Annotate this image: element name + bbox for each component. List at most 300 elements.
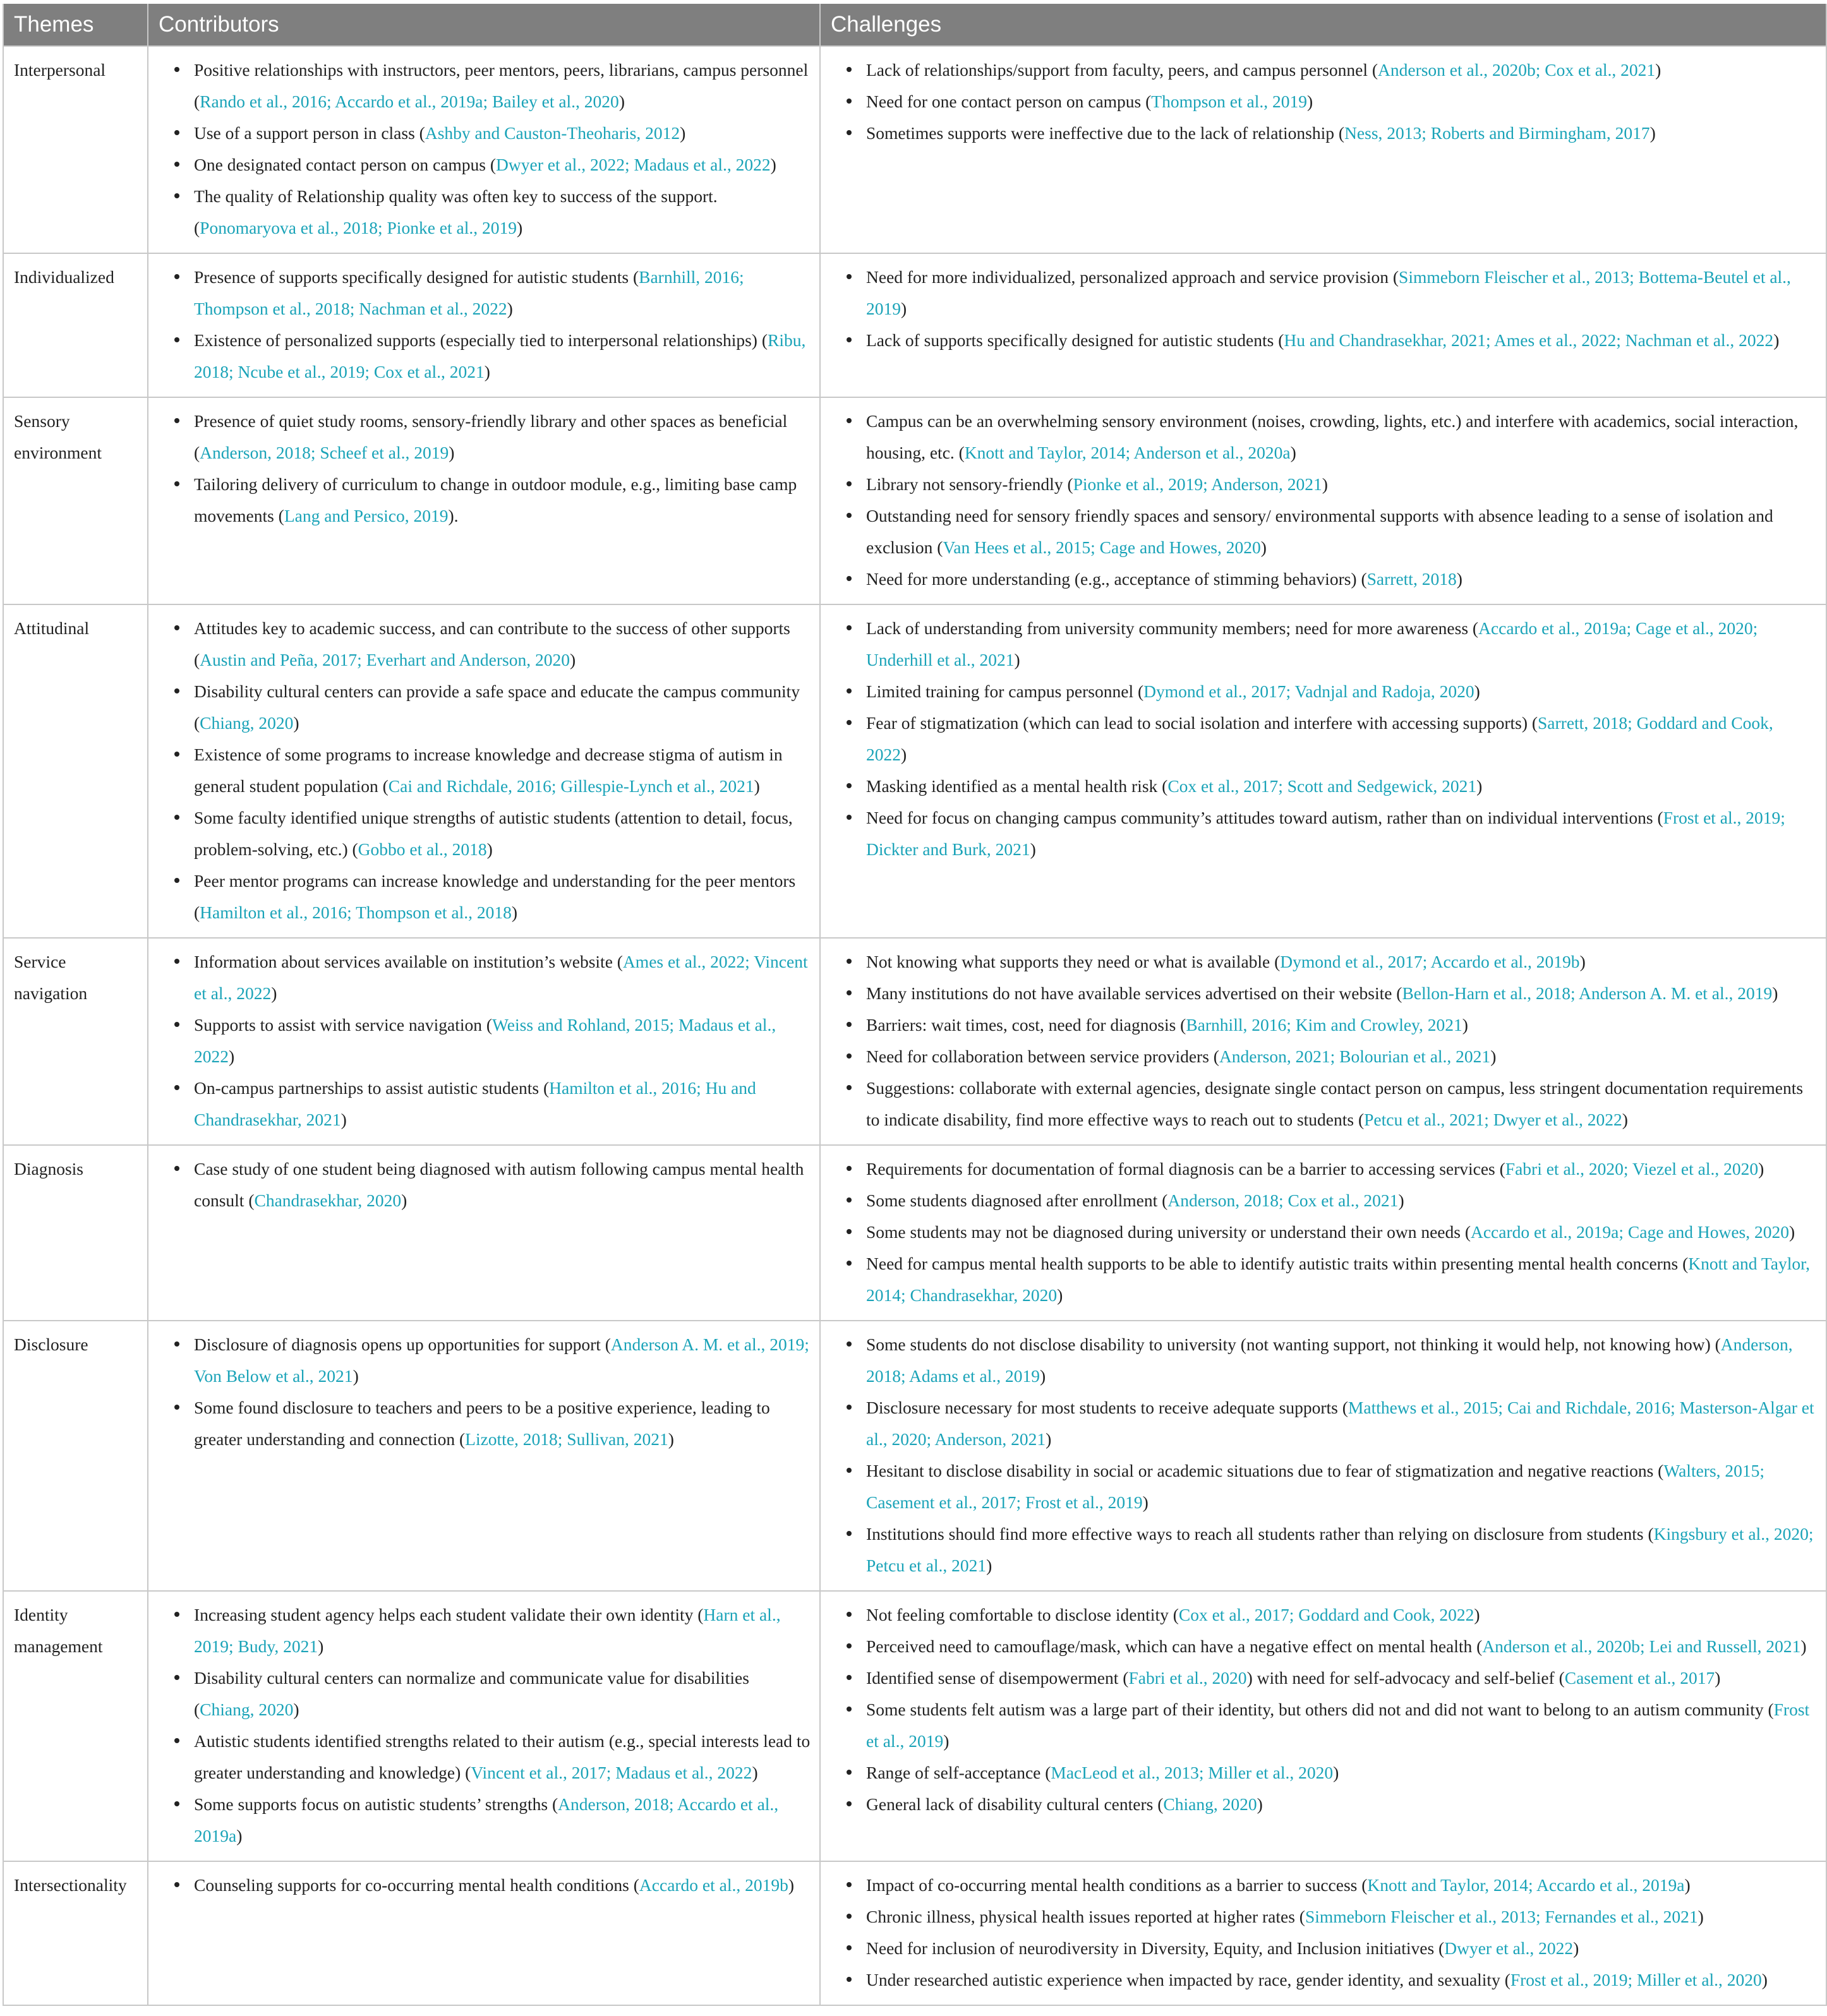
citation: Austin and Peña, 2017; Everhart and Anderson, 2020 [200, 650, 570, 669]
item-text-end: ) with need for self-advocacy and self-belief ( [1246, 1668, 1565, 1688]
list-item [831, 1248, 1817, 1311]
item-text-end: ) [752, 1763, 758, 1782]
item-text-end: ) [1800, 1636, 1807, 1656]
item-text: Lack of relationships/support from faculty, peers, and campus personnel ( [866, 60, 1378, 80]
list-item [831, 707, 1817, 771]
challenges-cell [820, 46, 1826, 253]
item-text-end: ) [1398, 1191, 1404, 1210]
item-text: Requirements for documentation of formal diagnosis can be a barrier to accessing services ( [866, 1159, 1505, 1179]
theme-cell: Diagnosis [3, 1145, 148, 1321]
challenges-cell [820, 1861, 1826, 2005]
citation: Accardo et al., 2019a; Cage and Howes, 2020 [1470, 1222, 1789, 1242]
citation: Anderson, 2021; Bolourian et al., 2021 [1219, 1047, 1491, 1066]
item-text-end: ) [1260, 537, 1267, 557]
citation: Gobbo et al., 2018 [358, 839, 487, 859]
item-text: Presence of supports specifically designed for autistic students ( [194, 267, 639, 287]
item-text-end: ) [1715, 1668, 1721, 1688]
item-text-end: ) [943, 1731, 950, 1751]
citation: Anderson A. M. et al., 2019; Von Below et al., 2021 [194, 1335, 809, 1386]
item-text: Some found disclosure to teachers and peers to be a positive experience, leading to greater understanding and connection ( [194, 1398, 770, 1449]
table-row [3, 938, 1826, 1145]
item-text: Fear of stigmatization (which can lead to social isolation and interfere with accessing supports) ( [866, 713, 1538, 733]
header-row [3, 4, 1826, 46]
citation: Lizotte, 2018; Sullivan, 2021 [465, 1429, 668, 1449]
item-text: Not feeling comfortable to disclose identity ( [866, 1605, 1179, 1624]
list-item [831, 1964, 1817, 1996]
list-item [159, 54, 811, 117]
list-item [831, 1757, 1817, 1789]
list-item [831, 771, 1817, 802]
challenges-cell [820, 1321, 1826, 1591]
table-body [3, 46, 1826, 2005]
item-text-end: ) [1649, 123, 1656, 143]
citation: Cox et al., 2017; Goddard and Cook, 2022 [1178, 1605, 1474, 1624]
citation: Knott and Taylor, 2014; Chandrasekhar, 2020 [866, 1254, 1811, 1305]
citation: Dwyer et al., 2022; Madaus et al., 2022 [496, 155, 771, 174]
item-text: Hesitant to disclose disability in social or academic situations due to fear of stigmatization and negative reactions ( [866, 1461, 1664, 1480]
item-text: Use of a support person in class ( [194, 123, 425, 143]
citation: Sarrett, 2018; Goddard and Cook, 2022 [866, 713, 1773, 764]
list-item [159, 149, 811, 181]
citation: Anderson, 2018; Adams et al., 2019 [866, 1335, 1793, 1386]
item-text-end: ) [1014, 650, 1020, 669]
citation: Simmeborn Fleischer et al., 2013; Bottema-Beutel et al., 2019 [866, 267, 1791, 318]
citation: Ness, 2013; Roberts and Birmingham, 2017 [1344, 123, 1650, 143]
citation: Dwyer et al., 2022 [1444, 1938, 1574, 1958]
list-item [831, 1694, 1817, 1757]
item-text: Perceived need to camouflage/mask, which can have a negative effect on mental health ( [866, 1636, 1483, 1656]
item-text: Outstanding need for sensory friendly spaces and sensory/ environmental supports with absence leading to a sense of isolation and exclusion ( [866, 506, 1773, 557]
citation: Frost et al., 2019 [866, 1700, 1810, 1751]
item-text: Disability cultural centers can provide a safe space and educate the campus community ( [194, 681, 800, 733]
theme-cell: Attitudinal [3, 604, 148, 938]
item-text-end: ) [318, 1636, 324, 1656]
list-item [831, 1153, 1817, 1185]
item-text: Attitudes key to academic success, and can contribute to the success of other supports ( [194, 618, 790, 669]
list-item [159, 181, 811, 244]
item-text-end: ) [1307, 92, 1313, 111]
contributors-cell [148, 1321, 820, 1591]
list-item [831, 1933, 1817, 1964]
theme-cell: Intersectionality [3, 1861, 148, 2005]
list-item [831, 1072, 1817, 1136]
citation: Vincent et al., 2017; Madaus et al., 2022 [471, 1763, 752, 1782]
item-text-end: ) [353, 1366, 359, 1386]
list-item [159, 802, 811, 865]
bullet-list [831, 1869, 1817, 1996]
citation: Weiss and Rohland, 2015; Madaus et al., 2022 [194, 1015, 776, 1066]
item-text-end: ) [788, 1875, 795, 1895]
item-text: Range of self-acceptance ( [866, 1763, 1051, 1782]
bullet-list [159, 1329, 811, 1455]
item-text-end: ) [1046, 1429, 1052, 1449]
item-text-end: ) [986, 1556, 992, 1575]
citation: Chandrasekhar, 2020 [254, 1191, 402, 1210]
item-text-end: ) [618, 92, 625, 111]
list-item [831, 1662, 1817, 1694]
citation: Knott and Taylor, 2014; Accardo et al., 2019a [1367, 1875, 1685, 1895]
citation: Dymond et al., 2017; Vadnjal and Radoja, 2020 [1143, 681, 1474, 701]
item-text: Some faculty identified unique strengths of autistic students (attention to detail, focus, problem-solving, etc.) ( [194, 808, 793, 859]
item-text: Not knowing what supports they need or what is available ( [866, 952, 1281, 971]
citation: MacLeod et al., 2013; Miller et al., 2020 [1051, 1763, 1334, 1782]
citation: Frost et al., 2019; Dickter and Burk, 2021 [866, 808, 1785, 859]
item-text: Some supports focus on autistic students’ strengths ( [194, 1794, 558, 1814]
item-text: General lack of disability cultural centers ( [866, 1794, 1164, 1814]
citation: Barnhill, 2016; Thompson et al., 2018; Nachman et al., 2022 [194, 267, 744, 318]
item-text: The quality of Relationship quality was often key to success of the support. ( [194, 186, 718, 237]
item-text: Suggestions: collaborate with external agencies, designate single contact person on campus, less stringent documentation requirements to indicate disability, find more effective ways to reach out to students ( [866, 1078, 1804, 1129]
item-text-end: ) [1573, 1938, 1579, 1958]
item-text: Need for more understanding (e.g., acceptance of stimming behaviors) ( [866, 569, 1367, 589]
list-item [831, 563, 1817, 595]
item-text: Autistic students identified strengths related to their autism (e.g., special interests lead to greater understanding and knowledge) ( [194, 1731, 811, 1782]
item-text-end: ) [754, 776, 760, 796]
citation: Walters, 2015; Casement et al., 2017; Frost et al., 2019 [866, 1461, 1765, 1512]
citation: Dymond et al., 2017; Accardo et al., 2019b [1280, 952, 1580, 971]
item-text: Positive relationships with instructors, peer mentors, peers, librarians, campus personnel ( [194, 60, 809, 111]
item-text-end: ) [486, 839, 493, 859]
list-item [831, 469, 1817, 500]
citation: Matthews et al., 2015; Cai and Richdale, 2016; Masterson-Algar et al., 2020; Anderson, 2021 [866, 1398, 1814, 1449]
contributors-cell [148, 1861, 820, 2005]
item-text-end: ) [901, 745, 907, 764]
citation: Ashby and Causton-Theoharis, 2012 [425, 123, 680, 143]
bullet-list [159, 54, 811, 244]
list-item [159, 865, 811, 928]
challenges-cell [820, 1591, 1826, 1861]
list-item [159, 946, 811, 1009]
challenges-cell [820, 938, 1826, 1145]
item-text-end: ) [1758, 1159, 1764, 1179]
item-text: Some students do not disclose disability to university (not wanting support, not thinking it would help, not knowing how) ( [866, 1335, 1721, 1354]
item-text: Many institutions do not have available services advertised on their website ( [866, 983, 1402, 1003]
challenges-cell [820, 604, 1826, 938]
item-text-end: ) [1290, 443, 1296, 462]
theme-cell: Interpersonal [3, 46, 148, 253]
item-text: Supports to assist with service navigation ( [194, 1015, 493, 1035]
list-item [831, 802, 1817, 865]
bullet-list [159, 946, 811, 1136]
item-text: Disclosure of diagnosis opens up opportunities for support ( [194, 1335, 611, 1354]
item-text-end: ) [293, 1700, 299, 1719]
citation: Bellon-Harn et al., 2018; Anderson A. M. et al., 2019 [1402, 983, 1773, 1003]
list-item [831, 1392, 1817, 1455]
item-text-end: ) [1456, 569, 1462, 589]
list-item [159, 1329, 811, 1392]
list-item [159, 1072, 811, 1136]
list-item [831, 117, 1817, 149]
table-row [3, 253, 1826, 397]
challenges-cell [820, 1145, 1826, 1321]
bullet-list [831, 54, 1817, 149]
table-row [3, 604, 1826, 938]
item-text: Impact of co-occurring mental health conditions as a barrier to success ( [866, 1875, 1368, 1895]
citation: Barnhill, 2016; Kim and Crowley, 2021 [1186, 1015, 1462, 1035]
bullet-list [159, 261, 811, 388]
item-text-end: ) [1333, 1763, 1339, 1782]
theme-cell: Individualized [3, 253, 148, 397]
list-item [831, 978, 1817, 1009]
list-item [159, 613, 811, 676]
citation: Anderson, 2018; Accardo et al., 2019a [194, 1794, 779, 1845]
item-text: Disability cultural centers can normalize and communicate value for disabilities ( [194, 1668, 749, 1719]
item-text-end: ) [1030, 839, 1036, 859]
item-text-end: ) [1622, 1110, 1628, 1129]
citation: Chiang, 2020 [200, 713, 294, 733]
list-item [159, 1599, 811, 1662]
list-item [831, 405, 1817, 469]
bullet-list [831, 946, 1817, 1136]
item-text: Counseling supports for co-occurring mental health conditions ( [194, 1875, 639, 1895]
item-text-end: ) [1579, 952, 1586, 971]
item-text-end: ) [770, 155, 776, 174]
citation: Casement et al., 2017 [1564, 1668, 1715, 1688]
citation: Chiang, 2020 [1163, 1794, 1257, 1814]
item-text-end: ) [1462, 1015, 1468, 1035]
bullet-list [831, 613, 1817, 865]
item-text: Need for one contact person on campus ( [866, 92, 1152, 111]
item-text-end: ) [901, 299, 907, 318]
table-row [3, 1591, 1826, 1861]
list-item [159, 117, 811, 149]
list-item [159, 405, 811, 469]
item-text: Case study of one student being diagnosed with autism following campus mental health consult ( [194, 1159, 804, 1210]
item-text: Need for focus on changing campus community’s attitudes toward autism, rather than on individual interventions ( [866, 808, 1663, 827]
list-item [159, 1662, 811, 1725]
challenges-cell [820, 397, 1826, 604]
contributors-cell [148, 1591, 820, 1861]
item-text: Peer mentor programs can increase knowledge and understanding for the peer mentors ( [194, 871, 796, 922]
bullet-list [159, 1599, 811, 1852]
bullet-list [831, 261, 1817, 356]
citation: Hamilton et al., 2016; Thompson et al., 2018 [200, 903, 512, 922]
citation: Rando et al., 2016; Accardo et al., 2019a; Bailey et al., 2020 [200, 92, 619, 111]
item-text: On-campus partnerships to assist autistic students ( [194, 1078, 550, 1098]
citation: Lang and Persico, 2019 [284, 506, 449, 525]
citation: Kingsbury et al., 2020; Petcu et al., 2021 [866, 1524, 1814, 1575]
citation: Ponomaryova et al., 2018; Pionke et al., 2019 [200, 218, 517, 237]
item-text-end: ) [569, 650, 576, 669]
item-text-end: ) [401, 1191, 407, 1210]
citation: Frost et al., 2019; Miller et al., 2020 [1510, 1970, 1762, 1989]
item-text: Institutions should find more effective ways to reach all students rather than relying on disclosure from students ( [866, 1524, 1654, 1544]
item-text-end: ) [1474, 1605, 1480, 1624]
contributors-cell [148, 604, 820, 938]
list-item [831, 1041, 1817, 1072]
list-item [159, 325, 811, 388]
item-text-end: ) [341, 1110, 347, 1129]
list-item [831, 1869, 1817, 1901]
list-item [159, 1153, 811, 1216]
item-text-end: ) [1697, 1907, 1704, 1926]
item-text-end: ). [448, 506, 459, 525]
bullet-list [831, 1329, 1817, 1581]
bullet-list [159, 613, 811, 928]
list-item [159, 1009, 811, 1072]
citation: Harn et al., 2019; Budy, 2021 [194, 1605, 781, 1656]
table-row [3, 46, 1826, 253]
list-item [831, 325, 1817, 356]
item-text-end: ) [1257, 1794, 1263, 1814]
list-item [831, 1631, 1817, 1662]
item-text-end: ) [1773, 330, 1780, 350]
item-text-end: ) [271, 983, 277, 1003]
list-item [159, 1869, 811, 1901]
item-text: Chronic illness, physical health issues reported at higher rates ( [866, 1907, 1305, 1926]
theme-cell: Disclosure [3, 1321, 148, 1591]
list-item [159, 676, 811, 739]
table-row [3, 1145, 1826, 1321]
item-text-end: ) [1761, 1970, 1768, 1989]
citation: Knott and Taylor, 2014; Anderson et al., 2020a [964, 443, 1291, 462]
table-row [3, 397, 1826, 604]
list-item [159, 469, 811, 532]
citation: Anderson et al., 2020b; Cox et al., 2021 [1378, 60, 1656, 80]
citation: Chiang, 2020 [200, 1700, 294, 1719]
list-item [159, 1789, 811, 1852]
item-text-end: ) [229, 1047, 235, 1066]
item-text: Some students diagnosed after enrollment ( [866, 1191, 1168, 1210]
item-text-end: ) [236, 1826, 243, 1845]
item-text-end: ) [1142, 1492, 1149, 1512]
item-text: Disclosure necessary for most students to receive adequate supports ( [866, 1398, 1348, 1417]
list-item [831, 1599, 1817, 1631]
citation: Cox et al., 2017; Scott and Sedgewick, 2021 [1167, 776, 1477, 796]
theme-cell: Sensory environment [3, 397, 148, 604]
list-item [831, 1518, 1817, 1581]
item-text-end: ) [293, 713, 299, 733]
contributors-cell [148, 1145, 820, 1321]
item-text: Information about services available on institution’s website ( [194, 952, 623, 971]
item-text: Barriers: wait times, cost, need for diagnosis ( [866, 1015, 1186, 1035]
item-text: Tailoring delivery of curriculum to change in outdoor module, e.g., limiting base camp movements ( [194, 474, 797, 525]
item-text: Increasing student agency helps each student validate their own identity ( [194, 1605, 704, 1624]
item-text-end: ) [1684, 1875, 1691, 1895]
item-text: Masking identified as a mental health risk ( [866, 776, 1168, 796]
citation: Simmeborn Fleischer et al., 2013; Fernandes et al., 2021 [1305, 1907, 1698, 1926]
citation: Cai and Richdale, 2016; Gillespie-Lynch et al., 2021 [388, 776, 754, 796]
list-item [159, 1725, 811, 1789]
citation: Thompson et al., 2019 [1151, 92, 1308, 111]
item-text: Identified sense of disempowerment ( [866, 1668, 1129, 1688]
item-text: Under researched autistic experience when impacted by race, gender identity, and sexuality ( [866, 1970, 1510, 1989]
list-item [831, 500, 1817, 563]
citation: Accardo et al., 2019a; Cage et al., 2020; Underhill et al., 2021 [866, 618, 1758, 669]
list-item [831, 676, 1817, 707]
item-text: Library not sensory-friendly ( [866, 474, 1073, 494]
list-item [831, 1789, 1817, 1820]
item-text: Need for campus mental health supports to be able to identify autistic traits within presenting mental health concerns ( [866, 1254, 1689, 1273]
citation: Hamilton et al., 2016; Hu and Chandrasekhar, 2021 [194, 1078, 756, 1129]
item-text: One designated contact person on campus ( [194, 155, 497, 174]
bullet-list [831, 405, 1817, 595]
item-text: Campus can be an overwhelming sensory environment (noises, crowding, lights, etc.) and interfere with academics, social interaction, housing, etc. ( [866, 411, 1799, 462]
citation: Fabri et al., 2020 [1128, 1668, 1247, 1688]
item-text: Lack of understanding from university community members; need for more awareness ( [866, 618, 1479, 638]
citation: Accardo et al., 2019b [639, 1875, 788, 1895]
item-text: Some students may not be diagnosed during university or understand their own needs ( [866, 1222, 1471, 1242]
item-text-end: ) [680, 123, 686, 143]
list-item [831, 1329, 1817, 1392]
item-text-end: ) [507, 299, 513, 318]
item-text-end: ) [449, 443, 455, 462]
item-text-end: ) [511, 903, 518, 922]
citation: Anderson, 2018; Cox et al., 2021 [1167, 1191, 1399, 1210]
item-text-end: ) [1490, 1047, 1497, 1066]
item-text-end: ) [1039, 1366, 1046, 1386]
header-contributors: Contributors [148, 4, 820, 46]
citation: Sarrett, 2018 [1366, 569, 1457, 589]
contributors-cell [148, 46, 820, 253]
header-challenges: Challenges [820, 4, 1826, 46]
citation: Petcu et al., 2021; Dwyer et al., 2022 [1364, 1110, 1622, 1129]
list-item [831, 946, 1817, 978]
item-text: Need for more individualized, personalized approach and service provision ( [866, 267, 1399, 287]
table-row [3, 1321, 1826, 1591]
bullet-list [159, 1153, 811, 1216]
item-text: Some students felt autism was a large part of their identity, but others did not and did not want to belong to an autism community ( [866, 1700, 1774, 1719]
bullet-list [159, 405, 811, 532]
item-text: Need for inclusion of neurodiversity in Diversity, Equity, and Inclusion initiatives ( [866, 1938, 1445, 1958]
item-text-end: ) [1476, 776, 1483, 796]
citation: Van Hees et al., 2015; Cage and Howes, 2020 [943, 537, 1261, 557]
item-text: Presence of quiet study rooms, sensory-friendly library and other spaces as beneficial ( [194, 411, 788, 462]
header-themes: Themes [3, 4, 148, 46]
list-item [831, 54, 1817, 86]
list-item [831, 1185, 1817, 1216]
item-text-end: ) [1322, 474, 1328, 494]
theme-cell: Identity management [3, 1591, 148, 1861]
contributors-cell [148, 397, 820, 604]
list-item [831, 1901, 1817, 1933]
item-text: Need for collaboration between service providers ( [866, 1047, 1219, 1066]
list-item [831, 1009, 1817, 1041]
list-item [159, 261, 811, 325]
item-text: Limited training for campus personnel ( [866, 681, 1144, 701]
bullet-list [831, 1599, 1817, 1820]
contributors-cell [148, 253, 820, 397]
item-text: Existence of some programs to increase knowledge and decrease stigma of autism in general student population ( [194, 745, 783, 796]
item-text-end: ) [484, 362, 490, 381]
item-text: Lack of supports specifically designed for autistic students ( [866, 330, 1284, 350]
list-item [159, 1392, 811, 1455]
item-text-end: ) [1772, 983, 1778, 1003]
list-item [831, 1455, 1817, 1518]
contributors-cell [148, 938, 820, 1145]
list-item [831, 261, 1817, 325]
citation: Anderson, 2018; Scheef et al., 2019 [200, 443, 449, 462]
item-text: Existence of personalized supports (especially tied to interpersonal relationships) ( [194, 330, 768, 350]
list-item [831, 613, 1817, 676]
citation: Fabri et al., 2020; Viezel et al., 2020 [1505, 1159, 1759, 1179]
theme-cell: Service navigation [3, 938, 148, 1145]
themes-table [3, 4, 1827, 2006]
citation: Ames et al., 2022; Vincent et al., 2022 [194, 952, 808, 1003]
list-item [831, 1216, 1817, 1248]
item-text: Sometimes supports were ineffective due to the lack of relationship ( [866, 123, 1345, 143]
item-text-end: ) [1655, 60, 1661, 80]
bullet-list [831, 1153, 1817, 1311]
item-text-end: ) [516, 218, 523, 237]
citation: Pionke et al., 2019; Anderson, 2021 [1073, 474, 1322, 494]
list-item [831, 86, 1817, 117]
item-text-end: ) [1057, 1285, 1063, 1305]
item-text-end: ) [1789, 1222, 1795, 1242]
item-text-end: ) [668, 1429, 674, 1449]
citation: Ribu, 2018; Ncube et al., 2019; Cox et al., 2021 [194, 330, 806, 381]
list-item [159, 739, 811, 802]
